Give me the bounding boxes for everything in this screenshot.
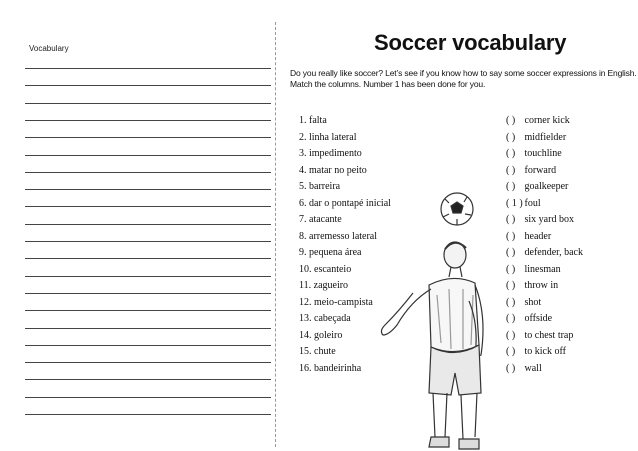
english-term: foul [524,197,541,209]
worksheet-title: Soccer vocabulary [374,30,567,55]
english-term: wall [524,362,542,374]
answer-blank[interactable]: ( 1 ) [506,197,523,209]
soccer-player-heading-ball-icon [375,185,485,451]
answer-blank[interactable]: ( ) [506,230,516,242]
answer-blank[interactable]: ( ) [506,329,516,341]
portuguese-term: 8. arremesso lateral [299,230,378,242]
writing-line [25,345,271,346]
instructions [290,68,637,90]
english-term-row [506,231,551,242]
english-term-row [506,165,556,176]
instructions-line-1: Do you really like soccer? Let’s see if you know how to say some soccer expressions in English. [290,68,637,78]
english-term: linesman [524,263,561,275]
writing-line [25,68,271,69]
english-term-row [506,297,541,308]
english-term: shot [524,296,542,308]
english-term: touchline [524,148,562,159]
writing-line [25,224,271,225]
english-term-row [506,115,570,126]
writing-line [25,206,271,207]
english-term-row [506,247,583,258]
english-term: midfielder [524,131,567,143]
answer-blank[interactable]: ( ) [506,181,516,192]
portuguese-term: 2. linha lateral [299,131,357,143]
writing-line [25,379,271,380]
writing-line [25,328,271,329]
english-term-row [506,132,566,143]
english-term-row [506,181,568,192]
portuguese-term: 5. barreira [299,181,341,192]
english-term-row [506,198,541,209]
writing-line [25,397,271,398]
portuguese-term: 4. matar no peito [299,164,367,176]
answer-blank[interactable]: ( ) [506,313,516,324]
instructions-line-2: Match the columns. Number 1 has been done for you. [290,79,486,89]
english-term: offside [524,313,553,324]
answer-blank[interactable]: ( ) [506,296,516,308]
portuguese-term: 13. cabeçada [299,313,351,324]
answer-blank[interactable]: ( ) [506,280,516,291]
english-term: six yard box [524,214,574,225]
portuguese-term: 3. impedimento [299,148,362,159]
english-term-row [506,363,542,374]
answer-blank[interactable]: ( ) [506,115,516,126]
english-term: throw in [524,280,559,291]
english-term-row [506,313,552,324]
writing-line [25,362,271,363]
writing-line [25,137,271,138]
writing-line [25,241,271,242]
notes-panel [0,0,275,451]
answer-blank[interactable]: ( ) [506,346,516,357]
english-term: to chest trap [524,329,574,341]
writing-line [25,310,271,311]
english-term: defender, back [524,247,583,258]
writing-line [25,172,271,173]
english-term-row [506,346,566,357]
english-term: corner kick [524,115,570,126]
writing-line [25,103,271,104]
writing-line [25,258,271,259]
portuguese-term: 15. chute [299,346,336,357]
notes-title: Vocabulary [29,44,69,53]
portuguese-term: 9. pequena área [299,247,362,258]
writing-line [25,293,271,294]
english-term: to kick off [524,346,566,357]
writing-line [25,155,271,156]
english-term-row [506,330,573,341]
english-term: header [524,230,552,242]
portuguese-term: 1. falta [299,115,327,126]
answer-blank[interactable]: ( ) [506,148,516,159]
writing-line [25,120,271,121]
answer-blank[interactable]: ( ) [506,131,516,143]
english-term: goalkeeper [524,181,569,192]
portuguese-term: 16. bandeirinha [299,362,362,374]
writing-line [25,414,271,415]
portuguese-term: 6. dar o pontapé inicial [299,197,391,209]
answer-blank[interactable]: ( ) [506,164,516,176]
portuguese-term: 11. zagueiro [299,280,349,291]
writing-line [25,85,271,86]
portuguese-term: 12. meio-campista [299,296,373,308]
portuguese-term: 14. goleiro [299,329,343,341]
writing-line [25,276,271,277]
english-term-row [506,264,561,275]
answer-blank[interactable]: ( ) [506,263,516,275]
writing-line [25,189,271,190]
answer-blank[interactable]: ( ) [506,214,516,225]
portuguese-term: 10. escanteio [299,263,352,275]
portuguese-term: 7. atacante [299,214,342,225]
english-term-row [506,214,574,225]
answer-blank[interactable]: ( ) [506,247,516,258]
english-term-row [506,280,558,291]
page-divider [275,22,276,447]
english-term-row [506,148,562,159]
english-term: forward [524,164,557,176]
answer-blank[interactable]: ( ) [506,362,516,374]
